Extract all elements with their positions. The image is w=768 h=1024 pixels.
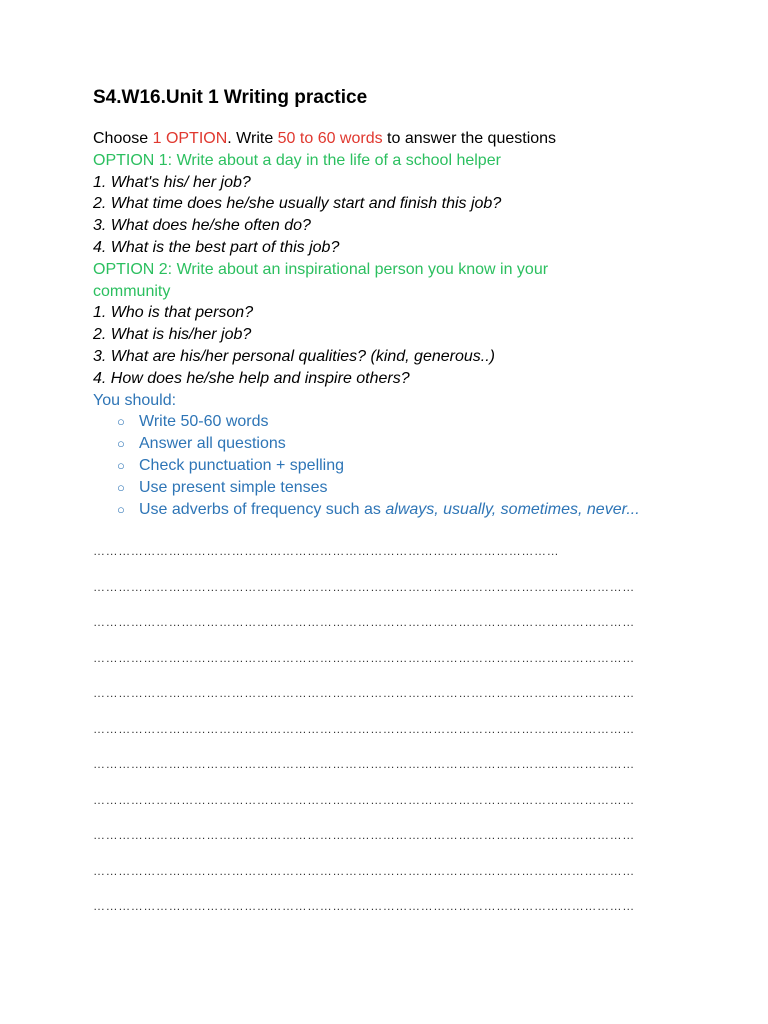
answer-line[interactable]: ………………………………………………………………………………………………………………… xyxy=(93,757,635,771)
answer-line[interactable]: ………………………………………………………………………………………………………………… xyxy=(93,793,635,807)
option2-question-1: 1. Who is that person? xyxy=(93,304,254,322)
circle-bullet-icon: ○ xyxy=(117,479,125,495)
instruction-line xyxy=(93,128,693,150)
option1-question-4: 4. What is the best part of this job? xyxy=(93,238,340,256)
option2-question-3: 3. What are his/her personal qualities? (kind, generous..) xyxy=(93,347,495,365)
list-item-text: Write 50-60 words xyxy=(139,413,269,431)
answer-line[interactable]: ………………………………………………………………………………………………… xyxy=(93,544,560,558)
instruction-highlight-option: 1 OPTION xyxy=(152,130,228,147)
page-title: S4.W16.Unit 1 Writing practice xyxy=(93,87,368,108)
option1-question-1: 1. What's his/ her job? xyxy=(93,173,251,191)
answer-line[interactable]: ………………………………………………………………………………………………………………… xyxy=(93,722,635,736)
option1-question-3: 3. What does he/she often do? xyxy=(93,217,311,235)
circle-bullet-icon: ○ xyxy=(117,436,125,452)
circle-bullet-icon: ○ xyxy=(117,414,125,430)
answer-line[interactable]: ………………………………………………………………………………………………………………… xyxy=(93,864,635,878)
list-item xyxy=(93,499,693,521)
instruction-text-3: to answer the questions xyxy=(382,130,557,147)
answer-line[interactable]: ………………………………………………………………………………………………………………… xyxy=(93,580,635,594)
option2-question-4: 4. How does he/she help and inspire others? xyxy=(93,369,410,387)
answer-line[interactable]: ………………………………………………………………………………………………………………… xyxy=(93,899,635,913)
answer-line[interactable]: ………………………………………………………………………………………………………………… xyxy=(93,615,635,629)
list-item-text: Use present simple tenses xyxy=(139,478,328,496)
adverb-examples: always, usually, sometimes, never... xyxy=(385,500,640,518)
list-item-text: Use adverbs of frequency such as xyxy=(139,500,386,518)
option2-heading-line1: OPTION 2: Write about an inspirational person you know in your xyxy=(93,260,549,278)
list-item-text: Check punctuation + spelling xyxy=(139,456,345,474)
worksheet-content xyxy=(93,128,693,520)
answer-line[interactable]: ………………………………………………………………………………………………………………… xyxy=(93,651,635,665)
instruction-text-1: Choose xyxy=(93,130,153,147)
list-item xyxy=(93,455,693,477)
list-item xyxy=(93,433,693,455)
option2-question-2: 2. What is his/her job? xyxy=(93,326,252,344)
instruction-highlight-words: 50 to 60 words xyxy=(277,130,383,147)
you-should-list xyxy=(93,411,693,520)
list-item-text: Answer all questions xyxy=(139,435,286,453)
answer-line[interactable]: ………………………………………………………………………………………………………………… xyxy=(93,686,635,700)
option2-heading-line2: community xyxy=(93,282,171,300)
you-should-label: You should: xyxy=(93,391,177,409)
answer-line[interactable]: ………………………………………………………………………………………………………………… xyxy=(93,828,635,842)
instruction-text-2: . Write xyxy=(227,130,278,147)
option1-heading: OPTION 1: Write about a day in the life of a school helper xyxy=(93,151,501,169)
circle-bullet-icon: ○ xyxy=(117,501,125,517)
list-item xyxy=(93,477,693,499)
circle-bullet-icon: ○ xyxy=(117,457,125,473)
list-item xyxy=(93,411,693,433)
option1-question-2: 2. What time does he/she usually start and finish this job? xyxy=(93,195,502,213)
